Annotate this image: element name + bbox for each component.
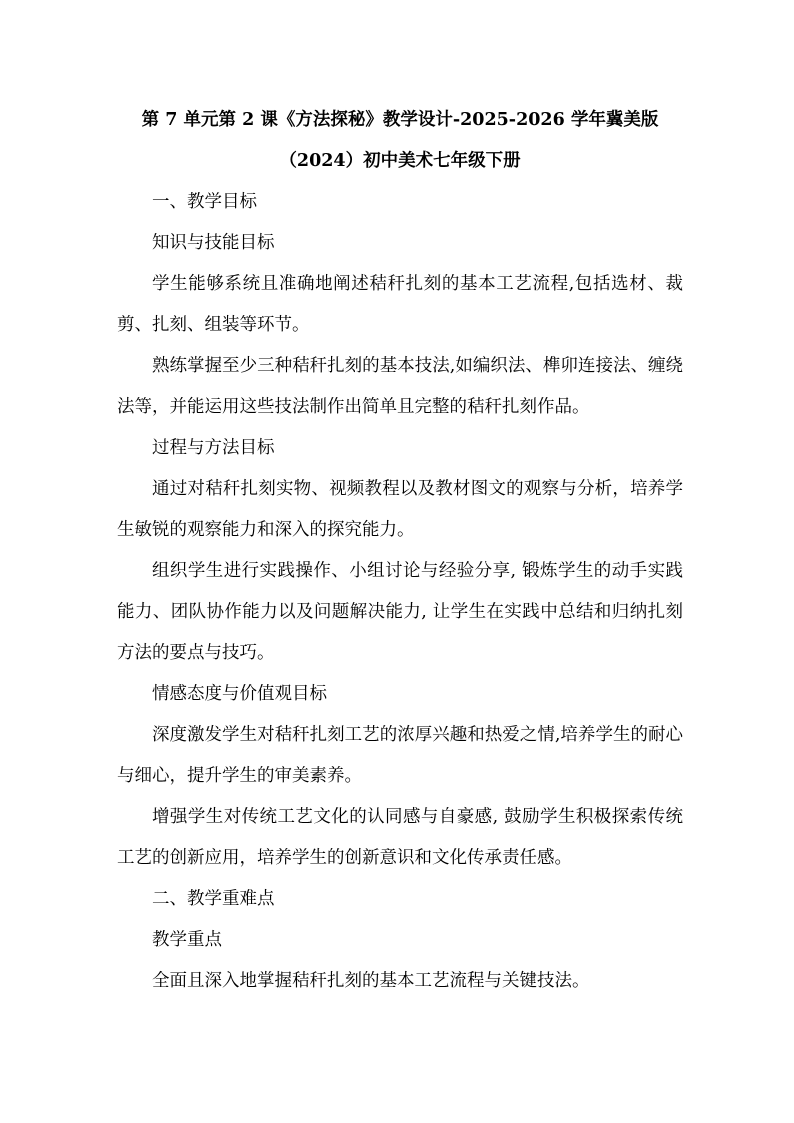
paragraph-process-2: 组织学生进行实践操作、小组讨论与经验分享, 锻炼学生的动手实践能力、团队协作能力以及问题解决能力, 让学生在实践中总结和归纳扎刻方法的要点与技巧。: [117, 561, 683, 663]
paragraph-emotion-1: 深度激发学生对秸秆扎刻工艺的浓厚兴趣和热爱之情,培养学生的耐心与细心，提升学生的审美素养。: [117, 725, 683, 786]
document-body: [117, 100, 683, 1002]
paragraph-process-1: 通过对秸秆扎刻实物、视频教程以及教材图文的观察与分析，培养学生敏锐的观察能力和深入的探究能力。: [117, 479, 683, 540]
paragraph-emotion-2: 增强学生对传统工艺文化的认同感与自豪感, 鼓励学生积极探索传统工艺的创新应用，培养学生的创新意识和文化传承责任感。: [117, 807, 683, 868]
title-line-1: 第 7 单元第 2 课《方法探秘》教学设计-2025-2026 学年冀美版: [141, 110, 659, 130]
section-heading-key-difficult: 二、教学重难点: [152, 889, 275, 909]
subheading-process-methods: 过程与方法目标: [152, 438, 275, 458]
subheading-teaching-focus: 教学重点: [152, 930, 222, 950]
paragraph-knowledge-2: 熟练掌握至少三种秸秆扎刻的基本技法,如编织法、榫卯连接法、缠绕法等，并能运用这些技法制作出简单且完整的秸秆扎刻作品。: [117, 356, 683, 417]
document-title: [117, 100, 683, 182]
subheading-knowledge-skills: 知识与技能目标: [152, 233, 275, 253]
section-heading-objectives: 一、教学目标: [152, 192, 257, 212]
paragraph-teaching-focus-1: 全面且深入地掌握秸秆扎刻的基本工艺流程与关键技法。: [152, 971, 590, 991]
paragraph-knowledge-1: 学生能够系统且准确地阐述秸秆扎刻的基本工艺流程,包括选材、裁剪、扎刻、组装等环节。: [117, 274, 683, 335]
subheading-emotion-values: 情感态度与价值观目标: [152, 684, 327, 704]
title-line-2: （2024）初中美术七年级下册: [279, 151, 521, 171]
